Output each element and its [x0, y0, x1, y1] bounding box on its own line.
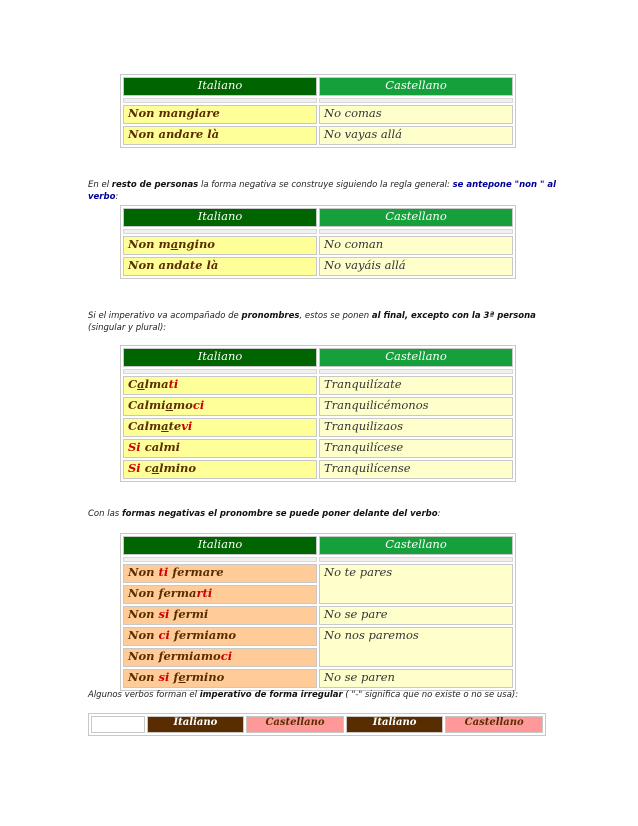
- spacer-row: [123, 557, 513, 562]
- cell-italiano: Non si fermi: [123, 606, 317, 625]
- cell-castellano: Tranquilicémonos: [319, 397, 513, 416]
- cell-italiano: Non ti fermare: [123, 564, 317, 583]
- table-header: [123, 348, 513, 367]
- table-row: [123, 397, 513, 416]
- table-header: [123, 208, 513, 227]
- cell-castellano: Tranquilícese: [319, 439, 513, 458]
- table-header: [123, 77, 513, 96]
- spacer-row: [123, 369, 513, 374]
- cell-castellano: Tranquilícense: [319, 460, 513, 479]
- emphasis: al final, excepto con la 3ª persona: [371, 311, 536, 321]
- header-castellano: Castellano: [246, 716, 344, 733]
- cell-italiano: Si calmi: [123, 439, 317, 458]
- cell-italiano: Non mangiare: [123, 105, 317, 124]
- empty-header-cell: [91, 716, 145, 733]
- cell-italiano: Non fermiamoci: [123, 648, 317, 667]
- table-imperative-negative-tu: [120, 74, 516, 148]
- header-italiano: Italiano: [346, 716, 444, 733]
- table-row: [123, 606, 513, 625]
- paragraph-irregular: Algunos verbos forman el imperativo de forma irregular ( "-" significa que no existe o no se usa):: [88, 690, 519, 700]
- paragraph-formas-negativas: Con las formas negativas el pronombre se puede poner delante del verbo:: [88, 509, 441, 519]
- table-row: [123, 236, 513, 255]
- cell-italiano: Non si fermino: [123, 669, 317, 688]
- header-castellano: Castellano: [319, 536, 513, 555]
- table-row: [123, 627, 513, 646]
- cell-castellano: No se paren: [319, 669, 513, 688]
- paragraph-pronombres: Si el imperativo va acompañado de pronombres, estos se ponen al final, excepto con la 3ª persona (singular y plural):: [88, 311, 536, 333]
- table-header: [91, 716, 543, 733]
- emphasis: formas negativas el pronombre se puede poner delante del verbo: [121, 509, 438, 519]
- cell-castellano: No se pare: [319, 606, 513, 625]
- table-header: [123, 536, 513, 555]
- table-row: [123, 669, 513, 688]
- cell-castellano: No te pares: [319, 564, 513, 604]
- header-castellano: Castellano: [319, 348, 513, 367]
- header-italiano: Italiano: [123, 77, 317, 96]
- cell-castellano: No nos paremos: [319, 627, 513, 667]
- cell-italiano: Non mangino: [123, 236, 317, 255]
- paragraph-resto-personas: En el resto de personas la forma negativa se construye siguiendo la regla general: se antepone "non " al verbo:: [88, 180, 557, 202]
- table-row: [123, 376, 513, 395]
- cell-italiano: Calmiamoci: [123, 397, 317, 416]
- emphasis: pronombres: [241, 311, 300, 321]
- table-row: [123, 418, 513, 437]
- table-row: [123, 564, 513, 583]
- table-row: [123, 439, 513, 458]
- emphasis: resto de personas: [111, 180, 199, 190]
- table-negative-pronouns: [120, 533, 516, 691]
- table-imperative-pronouns: [120, 345, 516, 482]
- cell-castellano: Tranquilizaos: [319, 418, 513, 437]
- cell-castellano: No comas: [319, 105, 513, 124]
- table-row: [123, 105, 513, 124]
- header-italiano: Italiano: [123, 348, 317, 367]
- header-italiano: Italiano: [123, 536, 317, 555]
- cell-italiano: Calmatevi: [123, 418, 317, 437]
- cell-italiano: Non ci fermiamo: [123, 627, 317, 646]
- cell-castellano: No vayáis allá: [319, 257, 513, 276]
- header-castellano: Castellano: [445, 716, 543, 733]
- emphasis: imperativo de forma irregular: [199, 690, 343, 700]
- spacer-row: [123, 229, 513, 234]
- header-castellano: Castellano: [319, 77, 513, 96]
- table-imperative-negative-plural: [120, 205, 516, 279]
- header-italiano: Italiano: [147, 716, 245, 733]
- cell-castellano: No coman: [319, 236, 513, 255]
- header-italiano: Italiano: [123, 208, 317, 227]
- table-row: [123, 126, 513, 145]
- cell-italiano: Non fermarti: [123, 585, 317, 604]
- rule-highlight: se antepone "non " al verbo: [88, 180, 557, 202]
- cell-castellano: Tranquilízate: [319, 376, 513, 395]
- header-castellano: Castellano: [319, 208, 513, 227]
- cell-italiano: Non andare là: [123, 126, 317, 145]
- spacer-row: [123, 98, 513, 103]
- table-row: [123, 460, 513, 479]
- cell-castellano: No vayas allá: [319, 126, 513, 145]
- table-row: [123, 257, 513, 276]
- cell-italiano: Calmati: [123, 376, 317, 395]
- cell-italiano: Si calmino: [123, 460, 317, 479]
- cell-italiano: Non andate là: [123, 257, 317, 276]
- table-irregular-verbs: [88, 713, 546, 736]
